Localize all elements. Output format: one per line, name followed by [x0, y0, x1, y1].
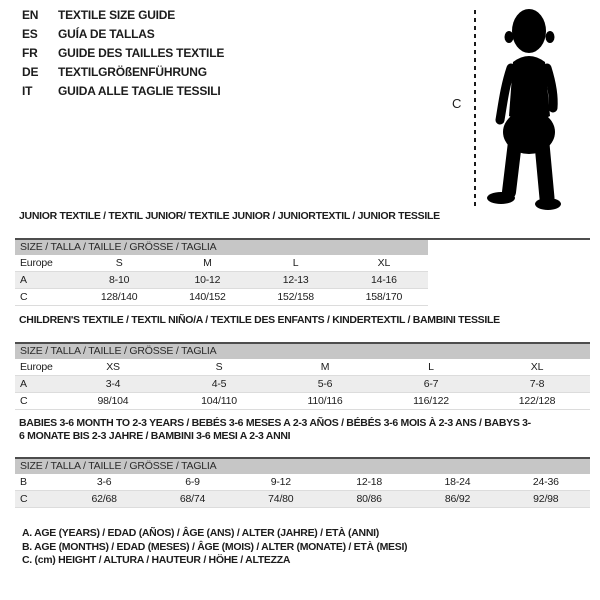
- size-cell: 116/122: [378, 393, 484, 410]
- row-label: C: [15, 393, 60, 410]
- table-row: [15, 359, 590, 376]
- babies-table-title: BABIES 3-6 MONTH TO 2-3 YEARS / BEBÉS 3-6 MESES A 2-3 AÑOS / BÉBÉS 3-6 MOIS À 2-3 ANS / BABYS 3-6 MONATE BIS 2-3 JAHRE / BAMBINI 3-6 MESI A 2-3 ANNI: [19, 417, 531, 442]
- size-cell: 6-7: [378, 376, 484, 393]
- size-cell: 12-18: [325, 474, 413, 491]
- language-row: [22, 25, 224, 44]
- size-header-bar: SIZE / TALLA / TAILLE / GRÖSSE / TAGLIA: [15, 240, 428, 255]
- table-row: [15, 376, 590, 393]
- size-header-bar: SIZE / TALLA / TAILLE / GRÖSSE / TAGLIA: [15, 344, 590, 359]
- size-cell: XS: [60, 359, 166, 376]
- table-row: [15, 289, 428, 306]
- language-row: [22, 82, 224, 101]
- row-label: A: [15, 376, 60, 393]
- size-cell: 3-4: [60, 376, 166, 393]
- language-row: [22, 63, 224, 82]
- size-cell: 18-24: [413, 474, 501, 491]
- size-cell: L: [378, 359, 484, 376]
- table-row: [15, 272, 428, 289]
- size-cell: 10-12: [163, 272, 251, 289]
- junior-table-title: JUNIOR TEXTILE / TEXTIL JUNIOR/ TEXTILE JUNIOR / JUNIORTEXTIL / JUNIOR TESSILE: [19, 210, 440, 222]
- row-label: Europe: [15, 255, 75, 272]
- size-cell: 92/98: [502, 491, 590, 508]
- language-code: EN: [22, 8, 39, 22]
- children-size-table: [15, 342, 590, 410]
- language-row: [22, 44, 224, 63]
- size-cell: 6-9: [148, 474, 236, 491]
- size-cell: 24-36: [502, 474, 590, 491]
- size-cell: XL: [484, 359, 590, 376]
- language-title: GUIDE DES TAILLES TEXTILE: [58, 46, 225, 60]
- language-code: ES: [22, 27, 38, 41]
- row-label: Europe: [15, 359, 60, 376]
- language-title: GUÍA DE TALLAS: [58, 27, 155, 41]
- junior-size-table-section: [15, 210, 590, 306]
- language-code: IT: [22, 84, 33, 98]
- language-title-list: [22, 6, 224, 101]
- size-cell: S: [166, 359, 272, 376]
- size-cell: XL: [340, 255, 428, 272]
- language-row: [22, 6, 224, 25]
- size-cell: 9-12: [237, 474, 325, 491]
- language-code: DE: [22, 65, 39, 79]
- size-cell: 4-5: [166, 376, 272, 393]
- measurement-legend: [22, 527, 407, 568]
- row-label: A: [15, 272, 75, 289]
- size-cell: 152/158: [252, 289, 340, 306]
- language-title: GUIDA ALLE TAGLIE TESSILI: [58, 84, 221, 98]
- size-cell: 7-8: [484, 376, 590, 393]
- babies-size-table: [15, 457, 590, 508]
- babies-size-table-section: [15, 417, 590, 508]
- size-cell: 128/140: [75, 289, 163, 306]
- legend-line-a: A. AGE (YEARS) / EDAD (AÑOS) / ÂGE (ANS) / ALTER (JAHRE) / ETÀ (ANNI): [22, 527, 379, 539]
- language-title: TEXTILE SIZE GUIDE: [58, 8, 176, 22]
- toddler-silhouette-icon: [484, 4, 596, 212]
- size-cell: M: [272, 359, 378, 376]
- height-dashed-line: [474, 10, 476, 206]
- size-cell: M: [163, 255, 251, 272]
- row-label: C: [15, 491, 60, 508]
- size-cell: 68/74: [148, 491, 236, 508]
- size-cell: 3-6: [60, 474, 148, 491]
- size-cell: L: [252, 255, 340, 272]
- children-size-table-section: [15, 314, 590, 410]
- size-cell: 74/80: [237, 491, 325, 508]
- table-row: [15, 393, 590, 410]
- table-row: [15, 491, 590, 508]
- babies-table-body: [15, 474, 590, 508]
- junior-size-table: [15, 238, 590, 306]
- size-cell: 8-10: [75, 272, 163, 289]
- size-header-bar: SIZE / TALLA / TAILLE / GRÖSSE / TAGLIA: [15, 459, 590, 474]
- size-cell: 86/92: [413, 491, 501, 508]
- size-cell: 140/152: [163, 289, 251, 306]
- legend-line-b: B. AGE (MONTHS) / EDAD (MESES) / ÂGE (MOIS) / ALTER (MONATE) / ETÀ (MESI): [22, 540, 408, 553]
- size-cell: S: [75, 255, 163, 272]
- legend-line-c: C. (cm) HEIGHT / ALTURA / HAUTEUR / HÖHE / ALTEZZA: [22, 554, 291, 566]
- size-cell: 5-6: [272, 376, 378, 393]
- size-cell: 80/86: [325, 491, 413, 508]
- row-label: C: [15, 289, 75, 306]
- language-code: FR: [22, 46, 38, 60]
- size-cell: 98/104: [60, 393, 166, 410]
- height-measure-label: C: [452, 96, 462, 111]
- row-label: B: [15, 474, 60, 491]
- size-cell: 122/128: [484, 393, 590, 410]
- size-cell: 110/116: [272, 393, 378, 410]
- junior-table-body: [15, 255, 590, 306]
- children-table-body: [15, 359, 590, 410]
- children-table-title: CHILDREN'S TEXTILE / TEXTIL NIÑO/A / TEXTILE DES ENFANTS / KINDERTEXTIL / BAMBINI TESSILE: [19, 314, 500, 326]
- language-title: TEXTILGRÖßENFÜHRUNG: [58, 65, 207, 79]
- size-cell: 104/110: [166, 393, 272, 410]
- size-cell: 62/68: [60, 491, 148, 508]
- size-cell: 12-13: [252, 272, 340, 289]
- measurement-figure: [440, 0, 600, 215]
- size-cell: 158/170: [340, 289, 428, 306]
- table-row: [15, 255, 428, 272]
- table-row: [15, 474, 590, 491]
- size-cell: 14-16: [340, 272, 428, 289]
